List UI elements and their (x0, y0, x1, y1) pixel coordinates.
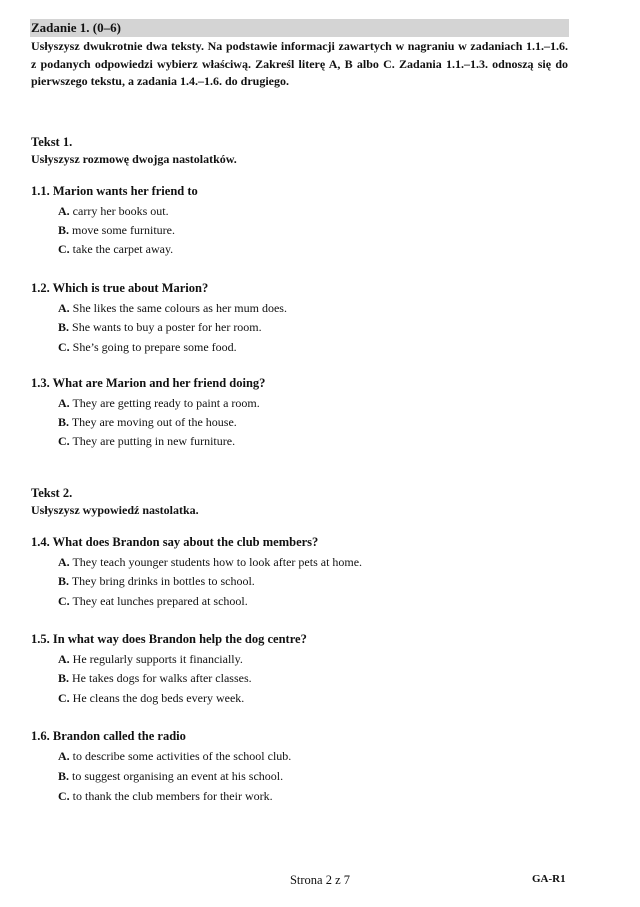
option-text: He takes dogs for walks after classes. (72, 671, 252, 685)
option-letter: A. (58, 204, 70, 218)
text2-label: Tekst 2. (31, 486, 73, 500)
page-number: Strona 2 z 7 (289, 873, 351, 887)
question-1-6-option-a[interactable] (58, 749, 291, 764)
option-letter: C. (58, 789, 70, 803)
option-letter: B. (58, 415, 70, 429)
option-letter: A. (58, 301, 70, 315)
question-1-4-title: 1.4. What does Brandon say about the club members? (31, 535, 319, 549)
question-1-2-option-c[interactable] (58, 340, 237, 355)
option-text: She’s going to prepare some food. (72, 340, 237, 354)
option-text: They are putting in new furniture. (72, 434, 236, 448)
option-text: They teach younger students how to look after pets at home. (72, 555, 363, 569)
option-letter: A. (58, 652, 70, 666)
option-letter: C. (58, 691, 70, 705)
option-letter: C. (58, 434, 70, 448)
option-letter: B. (58, 574, 70, 588)
question-1-4-option-b[interactable] (58, 574, 255, 589)
question-1-5-option-a[interactable] (58, 652, 243, 667)
question-1-1-option-c[interactable] (58, 242, 173, 257)
option-letter: B. (58, 320, 70, 334)
option-text: They are getting ready to paint a room. (72, 396, 260, 410)
text1-label: Tekst 1. (31, 135, 73, 149)
option-text: to describe some activities of the school club. (72, 749, 292, 763)
option-letter: B. (58, 671, 70, 685)
option-letter: C. (58, 242, 70, 256)
question-1-1-option-a[interactable] (58, 204, 169, 219)
option-text: move some furniture. (72, 223, 175, 237)
option-letter: B. (58, 223, 70, 237)
question-1-5-option-c[interactable] (58, 691, 244, 706)
option-letter: A. (58, 555, 70, 569)
option-text: He regularly supports it financially. (72, 652, 243, 666)
option-text: They bring drinks in bottles to school. (71, 574, 255, 588)
option-text: She likes the same colours as her mum does. (72, 301, 287, 315)
question-1-6-option-c[interactable] (58, 789, 273, 804)
option-letter: C. (58, 594, 70, 608)
option-text: carry her books out. (72, 204, 169, 218)
text1-description: Usłyszysz rozmowę dwojga nastolatków. (31, 152, 237, 166)
question-1-4-option-a[interactable] (58, 555, 362, 570)
exam-code: GA-R1 (532, 873, 566, 885)
task-header: Zadanie 1. (0–6) (30, 19, 569, 37)
question-1-2-title: 1.2. Which is true about Marion? (31, 281, 209, 295)
question-1-3-title: 1.3. What are Marion and her friend doing? (31, 376, 266, 390)
option-letter: B. (58, 769, 70, 783)
option-text: She wants to buy a poster for her room. (72, 320, 262, 334)
option-letter: C. (58, 340, 70, 354)
question-1-4-option-c[interactable] (58, 594, 248, 609)
option-text: take the carpet away. (72, 242, 174, 256)
question-1-1-title: 1.1. Marion wants her friend to (31, 184, 198, 198)
question-1-3-option-a[interactable] (58, 396, 260, 411)
option-letter: A. (58, 749, 70, 763)
option-text: They are moving out of the house. (71, 415, 237, 429)
option-text: to thank the club members for their work. (72, 789, 273, 803)
question-1-1-option-b[interactable] (58, 223, 175, 238)
question-1-3-option-b[interactable] (58, 415, 237, 430)
question-1-3-option-c[interactable] (58, 434, 235, 449)
question-1-5-title: 1.5. In what way does Brandon help the dog centre? (31, 632, 307, 646)
task-instructions: Usłyszysz dwukrotnie dwa teksty. Na podstawie informacji zawartych w nagraniu w zadaniach 1.1.–1.6. z podanych odpowiedzi wybierz właściwą. Zakreśl literę A, B albo C. Zadania 1.1.–1.3. odnoszą się do pierwszego tekstu, a zadania 1.4.–1.6. do drugiego. (31, 39, 568, 88)
option-text: They eat lunches prepared at school. (72, 594, 248, 608)
question-1-5-option-b[interactable] (58, 671, 252, 686)
question-1-2-option-a[interactable] (58, 301, 287, 316)
question-1-6-option-b[interactable] (58, 769, 283, 784)
option-letter: A. (58, 396, 70, 410)
question-1-2-option-b[interactable] (58, 320, 262, 335)
text2-description: Usłyszysz wypowiedź nastolatka. (31, 503, 199, 517)
option-text: to suggest organising an event at his school. (72, 769, 284, 783)
question-1-6-title: 1.6. Brandon called the radio (31, 729, 186, 743)
option-text: He cleans the dog beds every week. (72, 691, 245, 705)
